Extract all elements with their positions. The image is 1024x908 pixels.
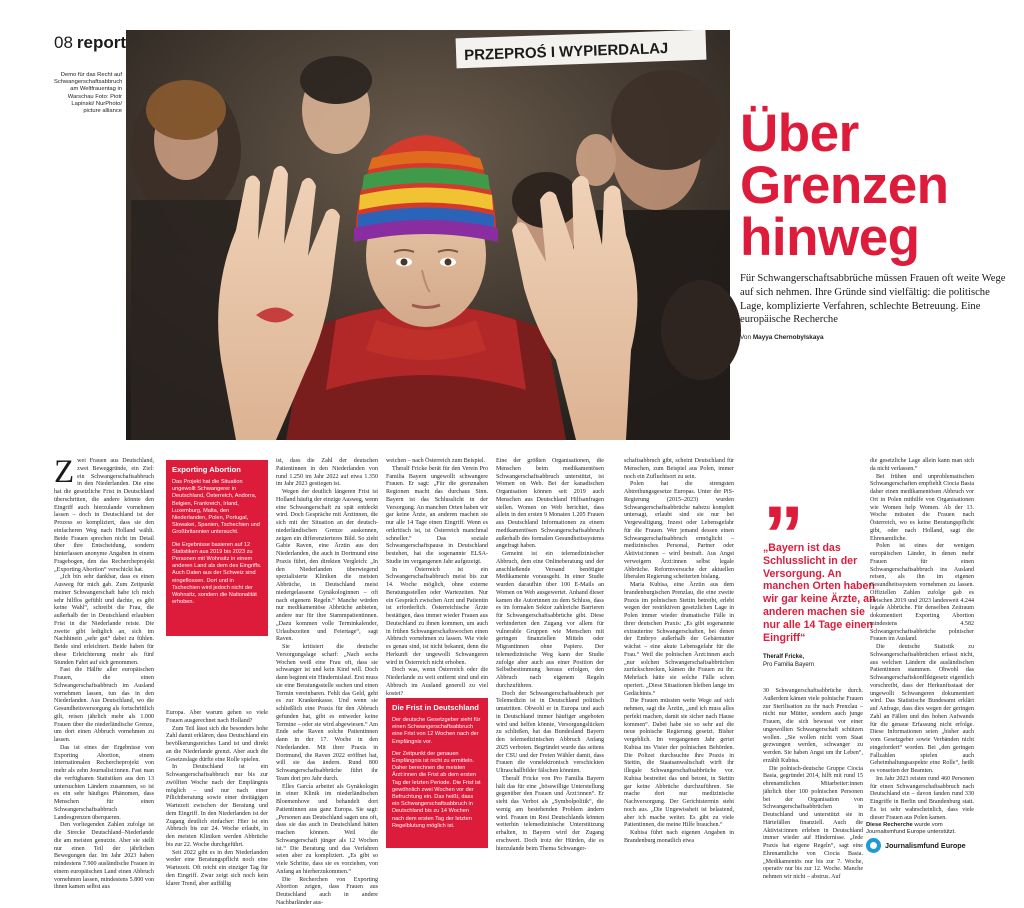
paragraph: Theralf Fricke berät für den Verein Pro Familia Bayern ungewollt schwangere Frauen. Er sagt: „Für die grenznahen Regionen macht das durchaus Sinn. Bayern ist das Schlusslicht in der Versorgung. An manchen Orten haben wir gar keine Ärzte, an anderen machen sie nur alle 14 Tage einen Eingriff. Wenn es ortkritisch ist, ist Österreich manchmal schneller.“ Das soziale Schwangerschaftspause in Deutschland bestehen, hat die sogenannte ELSA-Studie im vergangenen Jahr aufgezeigt.: [386, 465, 488, 565]
journalismfund-logo-text: Journalismfund Europe: [885, 841, 966, 850]
article-column-8: [870, 458, 974, 822]
paragraph: Seit 2022 gibt es in den Niederlanden weder eine Beratungspflicht noch eine Wartezeit. Oft reicht ein einziger Tag für den Eingriff. Zwar zeigt sich noch kein klarer Trend, aber auffällig: [166, 849, 268, 887]
journalismfund-logo-icon: [866, 838, 881, 853]
article-column-3: [276, 458, 378, 908]
paragraph: Wegen der deutlich längeren Frist ist Holland häufig der einzige Ausweg, wenn eine Schwangerschaft zu spät entdeckt wird. Doch Gespräche mit Ärztinnen, die sich mit der Situation an der deutsch-niederländischen Grenze auskennen, zeigen ein differenzierteres Bild. So zieht Gabie Raven, eine Ärztin aus den Niederlanden, die auch in Dortmund eine Praxis führt, den direkten Vergleich: „In den Niederlanden überwiegend spezialisierte Kliniken die meisten Abbrüche, in Deutschland meist niedergelassene Gynäkologinnen – oft nach eigenem Regeln.“ Manche würden nur medikamentöse Abbrüche anbieten, andere nur für ihre Stammpatientinnen. „Dazu kommen volle Terminkalender, Urlaubszeiten und Feiertage“, sagt Raven.: [276, 489, 378, 643]
quote-source-name: Theralf Fricke,: [763, 654, 805, 661]
paragraph: ist, dass die Zahl der deutschen Patientinnen in den Niederlanden von rund 1.250 im Jahr 2022 auf etwa 1.350 im Jahr 2023 gestiegen ist.: [276, 458, 378, 488]
info-box-text: Der Zeitpunkt der genauen Empfängnis ist nicht zu ermitteln. Daher berechnen die meisten Ärzt:innen die Frist ab dem ersten Tag der letzten Periode. Die Frist ist gewöhnlich zwei Wochen vor der Befruchtung ein. Das heißt, dass ein Schwangerschaftsabbruch in Deutschland bis zu 14 Wochen nach dem ersten Tag der letzten Regelblutung möglich ist.: [392, 750, 481, 829]
article-column-2: [166, 710, 268, 888]
paragraph: Polen ist eines der wenigen europäischen Länder, in denen mehr Frauen für einen Schwangerschaftsabbruch ins Ausland reisen, als ihn im eigenen Gesundheitssystem vornehmen zu lassen. Offiziellen Zahlen zufolge gab es zwischen 2019 und 2023 landesweit 4.244 legale Abbrüche. Für denselben Zeitraum dokumentiert Exporting Abortion mindestens 4.582 Schwangerschaftsabbrüche polnischer Frauen im Ausland.: [870, 543, 974, 643]
protest-photo: [126, 30, 730, 440]
funding-note-bold: Diese Recherche: [866, 822, 913, 828]
paragraph: 30 Schwangerschaftsabbrüche durch. Außerdem kämen viele polnische Frauen zur Sterilisation zu ihr nach Prenzlau – nicht nur Mütter, sondern auch junge Frauen, die sich bewusst vor einer ungewollten Schwangerschaft schützen wollen. „Sie wollen nicht vom Staat gezwungen werden, schwanger zu werden. Sie haben Angst um ihr Leben“, erzählt Kubisa.: [763, 688, 863, 764]
paragraph: Doch der Schwangerschaftsabbruch per Telemedizin ist in Deutschland politisch umstritten. Obwohl er in Europa und auch in Deutschland immer häufiger angeboten wird und helfen könnte, Versorgungslücken zu schließen, hat das Bundesland Bayern den telemedizinischen Abbruch Anfang 2025 verboten. Begründet wurde das seitens der CSU und der Freien Wähler damit, dass Frauen die vonelektronisch verschickten Ultraschallbilder fälschen könnten.: [496, 690, 604, 774]
article-column-5: [496, 458, 604, 853]
paragraph: wei Frauen aus Deutschland, zwei Beweggründe, ein Ziel: ein Schwangerschaftsabbruch in den Niederlanden. Die eine hat die gesetzliche Frist in Deutschland überschritten, die andere könnte den Eingriff auch hierzulande vornehmen lassen – doch in Deutschland ist der Prozess so kompliziert, dass sie den einfacheren Weg nach Holland wählt. Beide Frauen sprechen nicht im Detail über ihre Entscheidung, sondern hinterlassen anonyme Angaben in einem Fragebogen, den das Rechercheprojekt „Exporting Abortion“ verschickt hat.: [54, 458, 154, 573]
paragraph: Fast die Hälfte aller europäischen Frauen, die einen Schwangerschaftsabbruch im Ausland vornehmen lassen, tun das in den Niederlanden. Aus Deutschland, wo die Gesundheitsversorgung als fortschrittlich gilt, reisen jährlich mehr als 1.000 Frauen über die niederländische Grenze, um dort einen Abbruch vornehmen zu lassen.: [54, 667, 154, 743]
article-column-7: [763, 688, 863, 882]
byline: [740, 334, 824, 341]
banner-text: PRZEPROŚ I WYPIERDALAJ: [463, 39, 669, 65]
info-box-text: Die Ergebnisse basieren auf 12 Statistiken aus 2019 bis 2023 zu Personen mit Wohnsitz in einem anderen Land als dem des Eingriffs. Auch Daten aus der Schweiz sind eingeflossen. Dort und in Tschechien wird jedoch nicht der Wohnsitz, sondern die Nationalität erhoben.: [172, 541, 262, 606]
photo-caption: Demo für das Recht auf Schwangerschaftsabbruch am Weltfrauentag in Warschau Foto: Piotr Lapinski/ NurPhoto/ picture alliance: [54, 72, 123, 115]
paragraph: Im Jahr 2023 reisten rund 460 Personen für einen Schwangerschaftsabbruch nach Deutschland ein – davon fanden rund 330 Eingriffe in Berlin und Brandenburg statt. Es ist sehr wahrscheinlich, dass viele dieser Frauen aus Polen kamen.: [870, 775, 974, 821]
paragraph: „Ich bin sehr dankbar, dass es einen Ausweg für mich gab. Zum Zeitpunkt meiner Schwangerschaft habe ich mich sehr hilflos gefühlt und dachte, es gibt keine Wahl“, schreibt die Frau, die außerhalb der in Deutschland erlaubten Frist in die Niederlande reiste. Die zweite gibt lediglich an, sich im Nachhinein „sehr gut“ dabei zu fühlen. Beide sind erleichtert. Beide haben für diese Erleichterung mehr als fünf Stunden Fahrt auf sich genommen.: [54, 574, 154, 666]
paragraph: Maria Kubisa, eine Ärztin aus dem brandenburgischen Prenzlau, die eine zweite Praxis im polnischen Stettin betreibt, erlebt wegen der restriktiven gesetzlichen Lage in Polen immer wieder dramatische Fälle in ihrer deutschen Praxis: „Es gibt sogenannte extrauterine Schwangerschaften, bei denen der Embryo außerhalb der Gebärmutter wächst – eine akute Lebensgefahr für die Frau.“ Weil die polnischen Ärzt:innen auch „nur solchen Schwangerschaftsabbrüchen zurückschrecken, kämen die Frauen zu ihr. Mehrfach hätte sie solche Fälle schon operiert. „Diese Situationen bleiben lange im Gedächtnis.“: [624, 582, 734, 697]
article-column-1: [54, 454, 154, 892]
article-column-6: [624, 458, 734, 846]
funding-note: [866, 822, 976, 836]
paragraph: Kubisa führt nach eigenen Angaben in Brandenburg monatlich etwa: [624, 830, 734, 844]
info-box-title: Exporting Abortion: [172, 465, 241, 474]
paragraph: Die Recherchen von Exporting Abortion zeigen, dass Frauen aus Deutschland auch in andere Nachbarländer aus-: [276, 876, 378, 906]
quote-mark-icon: „: [763, 444, 804, 535]
article-headline: [740, 104, 1010, 267]
byline-prefix: Von: [740, 334, 752, 341]
info-box-text: Der deutsche Gesetzgeber sieht für einen Schwangerschaftsabbruch eine Frist von 12 Wochen nach der Empfängnis vor.: [392, 717, 481, 745]
info-box-exporting-abortion: [166, 460, 268, 636]
paragraph: schaftsabbruch gibt, scheint Deutschland für Menschen, zum Beispiel aus Polen, immer noch ein Zufluchtsort zu sein.: [624, 458, 734, 480]
paragraph: In Österreich ist ein Schwangerschaftsabbruch meist bis zur 14. Woche möglich, ohne externe Beratungsstellen oder Wartezeiten. Nur ein Gespräch zwischen Arzt und Patientin ist erforderlich. Österreichische Ärzte bestätigen, dass immer wieder Frauen aus Deutschland zu ihnen kommen, um auch in frühen Schwangerschaftswochen einen Abbruch vornehmen zu lassen. Wie viele es genau sind, ist nicht bekannt, denn die Herkunft der ungewollt Schwangeren wird in Österreich nicht erhoben.: [386, 566, 488, 666]
paragraph: In Deutschland ist ein Schwangerschaftsabbruch nur bis zur zwölften Woche nach der Empfängnis möglich – und nur nach einer Pflichtberatung sowie einer dreitägigen Wartezeit zwischen der Beratung und dem Eingriff. In den Niederlanden ist der Zugang deutlich einfacher: Hier ist ein Abbruch bis zur 24. Woche erlaubt, in den meisten Kliniken werden Abbrüche bis zur 22. Woche durchgeführt.: [166, 764, 268, 848]
protest-photo-illustration: [126, 30, 730, 440]
paragraph: Doch was, wenn Österreich oder die Niederlande zu weit entfernt sind und ein Abbruch im Ausland generell zu viel kostet?: [386, 667, 488, 697]
paragraph: Polen hat die strengsten Abtreibungsgesetze Europas. Unter der PiS-Regierung (2015–2023) wurden Schwangerschaftsabbrüche nahezu komplett untersagt, erlaubt sind sie nur bei Vergewaltigung, Inzest oder Lebensgefahr für die Frauen. Wer jemand dessen einen Schwangerschaftsabbruch ermöglicht – medizinisches Personal, Partner oder Aktivist:innen – wird bestraft. Aus Angst verweigern Ärzt:innen selbst legale Abbrüche. Reformversuche der aktuellen liberalen Regierung scheiterten bislang.: [624, 481, 734, 581]
pull-quote-source: [763, 654, 877, 669]
headline-line: Über: [740, 104, 859, 163]
headline-line: Grenzen: [740, 156, 949, 215]
byline-author: Mayya Chernobylskaya: [752, 334, 824, 341]
paragraph: Die Frauen müssten weite Wege auf sich nehmen, sagt die Ärztin, „und ich muss alles perfekt machen, damit sie sicher nach Hause kommen“. Dabei habe sie so sehr auf die neue polnische Regierung gesetzt. Bisher vergeblich. Im vergangenen Jahr geriet Kubisa ins Visier der polnischen Behörden. Die Polizei durchsuchte ihre Praxis in Stettin, die Staatsanwaltschaft wirft ihr illegale Schwangerschaftsabbrüche vor. Kubisa bestreitet das und betont, in Stettin gar keine Abbrüche durchzuführen. Sie mache dort nur medizinische Nachversorgung. Der Gerichtstermin steht noch aus. „Die Ungewissheit ist belastend, aber ich mache weiter. Es gibt zu viele Patientinnen, die meine Hilfe brauchen.“: [624, 698, 734, 829]
headline-line: hinweg: [740, 208, 920, 267]
section-label: report: [76, 33, 127, 52]
paragraph: weichen – nach Österreich zum Beispiel.: [386, 458, 486, 464]
paragraph: Den vorliegenden Zahlen zufolge ist die Strecke Deutschland–Niederlande die am meisten genutzte. Aber sie stellt nur einen Teil der jährlichen Bewegungen dar. Im Jahr 2023 haben mindestens 7.900 ausländische Frauen in einem europäischen Land einen Abbruch vornehmen lassen, mindestens 5.800 von ihnen kamen selbst aus: [54, 822, 154, 891]
drop-cap: Z: [54, 454, 75, 490]
journalismfund-logo: [866, 838, 966, 853]
paragraph: Die polnisch-deutsche Gruppe Ciocia Basia, gegründet 2014, hilft mit rund 15 ehrenamtlichen Mitarbeiter:innen jährlich über 100 polnischen Personen bei der Organisation von Schwangerschaftsabbrüchen in Deutschland und unterstützt sie in Härtefällen finanziell. Auch die Aktivist:innen erleben in Deutschland immer wieder auf Hindernisse. „Jede Praxis hat eigene Regeln“, sagt eine Ehrenamtliche von Ciocia Basia. „Medikamentös nur bis zur 7. Woche, operativ nur bis zur 12. Woche. Manche nehmen wir nicht – abstrus. Auf: [763, 765, 863, 880]
quote-source-org: Pro Familia Bayern: [763, 661, 815, 668]
pull-quote: [763, 444, 877, 669]
paragraph: Sie kritisiert die deutsche Versorgungslage scharf: „Nach sechs Wochen weiß eine Frau oft, dass sie schwanger ist und kein Kind will. Doch dann beginnt ein Hindernislauf. Erst muss sie eine Beratungsstelle suchen und einen Termin vereinbaren. Fehlt das Geld, geht es zur Krankenkasse. Und wenn sie schließlich eine Praxis für den Abbruch gefunden hat, gibt es entweder keine Termine – oder sie wird abgewiesen.“ Am Ende sehe Raven solche Patientinnen dann in der 17. Woche in den Niederlanden. Mit ihrer Praxis in Dortmund, die Raven 2022 eröffnet hat, will sie das ändern. Rund 800 Schwangerschaftsabbrüche führt ihr Team dort pro Jahr durch.: [276, 644, 378, 782]
paragraph: Theralf Fricke von Pro Familia Bayern hält das für eine „bösswillige Unterstellung gegenüber den Frauen und Ärzt:innen“. Er sieht das Verbot als „Symbolpolitik“, die wenig am bestehenden Problem ändern wird. Frauen im Rest Deutschlands können weiterhin telemedizinische Unterstützung erhalten, in Bayern wird der Zugang erschwert. Doch trotz der Hürden, die es hierzulande beim Thema Schwanger-: [496, 775, 604, 852]
article-column-4: [386, 458, 488, 698]
page-header: [54, 34, 126, 51]
page-number: 08: [54, 33, 73, 52]
paragraph: Eine der größten Organisationen, die Menschen beim medikamentösen Schwangerschaftsabbruch unterstützt, ist Women on Web. Bei der kanadischen Organisation können seit 2019 auch Menschen aus Deutschland Hilfsanfragen stellen. Women on Web berichtet, dass allein in den ersten 9 Monaten 1.205 Frauen aus Deutschland Informationen zu einem medikamentösen Schwangerschaftsabbruch außerhalb des formalen Gesundheitssystems angefragt haben.: [496, 458, 604, 550]
article-lede: Für Schwangerschaftsabbrüche müssen Frauen oft weite Wege auf sich nehmen. Ihre Gründe sind vielfältig: die politische Lage, komplizierte Verfahren, schlechte Betreuung. Eine europäische Recherche: [740, 273, 1006, 326]
funding-note-text: wurde vom Journalismfund Europe unterstützt.: [866, 822, 956, 835]
paragraph: Europa. Aber warum gehen so viele Frauen ausgerechnet nach Holland?: [166, 710, 268, 724]
paragraph: Die deutsche Statistik zu Schwangerschaftsabbrüchen erfasst nicht, aus welchen Ländern die ausländischen Patientinnen stammen. Obwohl das Schwangerschaftskonfliktgesetz eigentlich vorschreibt, dass der Herkunftsstaat der ungewollt Schwangeren dokumentiert wird. Das Statistische Bundesamt erklärt auf Anfrage, dass dies wegen der geringen Zahl an Fällen und des hohen Aufwands für die genaue Erfassung nicht erfolge. Diese Informationen seien „bisher auch vom Gesetzgeber sowie Verbänden nicht eingefordert“ worden. Bei „den geringen Fallzahlen spielen auch Geheimhaltungsaspekte eine Rolle“, heißt es vonseiten der Beamten.: [870, 644, 974, 774]
paragraph: Bei frühen und unproblematischen Schwangerschaften empfiehlt Ciocia Basia daher einen medikamentösen Abbruch vor Ort in Polen mithilfe von Organisationen wie Women help Women. Ab der 13. Woche müssten die Frauen nach Österreich, wo es keine Beratungspflicht gibt, oder nach Holland, sagt die Ehrenamtliche.: [870, 473, 974, 542]
info-box-text: Das Projekt hat die Situation ungewollt Schwangerer in Deutschland, Österreich, Andorra, Belgien, Frankreich, Irland, Luxemburg, Malta, den Niederlanden, Polen, Portugal, Slowakei, Spanien, Tschechien und Großbritannien untersucht.: [172, 479, 260, 536]
info-box-frist: [386, 698, 488, 848]
paragraph: die gesetzliche Lage allein kann man sich da nicht verlassen.“: [870, 458, 974, 472]
paragraph: Das ist eines der Ergebnisse von Exporting Abortion, einem internationalen Rechercheprojekt von mehr als zehn Journalist:innen. Fast man die verfügbaren Statistiken aus den 13 untersuchten Ländern zusammen, so ist es ein sehr häufiges Phänomen, dass Menschen für einen Schwangerschaftsabbruch Landesgrenzen überqueren.: [54, 744, 154, 821]
pull-quote-text: „Bayern ist das Schlusslicht in der Versorgung. An manchen Orten haben wir gar keine Ärzte, an anderen machen sie nur alle 14 Tage einen Eingriff“: [763, 542, 876, 644]
paragraph: Zum Teil lässt sich die besonders hohe Zahl damit erklären, dass Deutschland ein bevölkerungsreiches Land ist und direkt an die Niederlande grenzt. Aber auch die Gesetzeslage dürfte eine Rolle spielen.: [166, 725, 268, 763]
info-box-title: Die Frist in Deutschland: [392, 703, 479, 712]
paragraph: Gemeint ist ein telemedizinischer Abbruch, dem eine Onlineberatung und der anschließende Versand benötigter Medikamente vorausgeht. In einer Studie wurden daraufhin über 100 E-Mails an Women on Web ausgewertet. Anhand dieser kamen die Autorinnen zu dem Schluss, dass es im formalen Sektor zahlreiche Barrieren für Schwangerschaftsabbrüche gibt. Diese verhinderten den Zugang vor allem für vulnerable Gruppen wie Menschen mit geringen finanziellen Mitteln oder Migrantinnen ohne Papiere. Der telemedizinische Weg kann der Studie zufolge aber auch aus einer Position der Selbstbestimmung heraus erfolgen, den Abbruch nach eigenem Regeln durchzuführen.: [496, 551, 604, 689]
paragraph: Elles García arbeitet als Gynäkologin in einer Klinik im niederländischen Bloemenhove und behandelt dort Patientinnen aus ganz Europa. Sie sagt: „Personen aus Deutschland sagen uns oft, dass sie das auch in Deutschland hätten machen können. Weil die Schwangerschaft jünger als 12 Wochen ist.“ Die Beratung und das Verfahren seien aber zu kompliziert. „Es gibt so viele Schritte, dass sie es vorziehen, von Anfang an hierherzukommen.“: [276, 783, 378, 875]
